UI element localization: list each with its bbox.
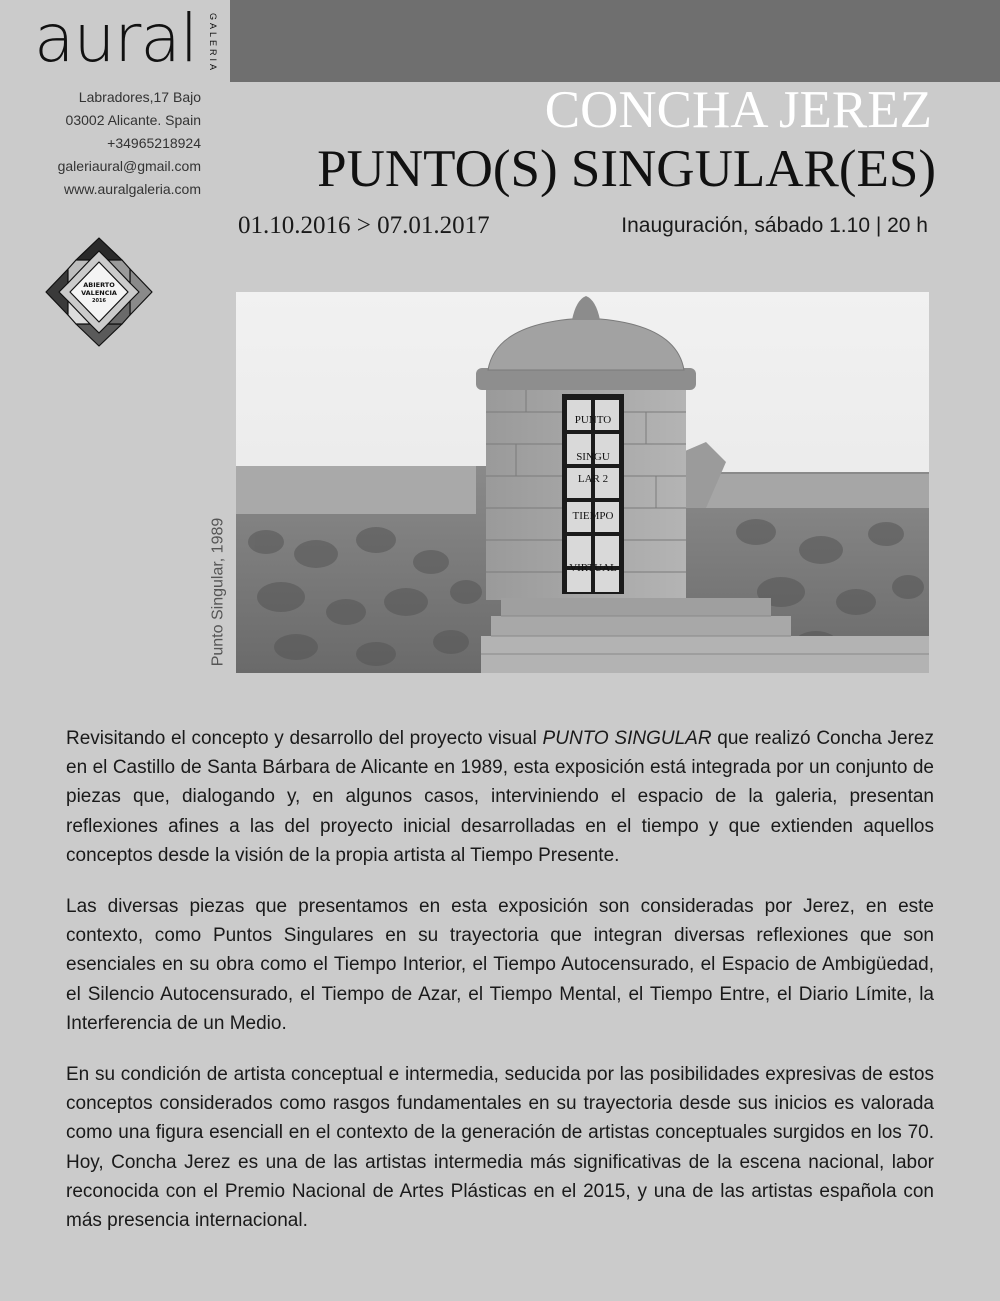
logo-side-label: GALERIA	[208, 12, 219, 74]
email-link[interactable]: galeriaural@gmail.com	[57, 158, 201, 174]
window-text-punto: PUNTO	[574, 414, 612, 426]
badge-line-3: 2016	[92, 298, 106, 304]
project-name: PUNTO SINGULAR	[542, 728, 712, 749]
exhibition-dates: 01.10.2016 > 07.01.2017	[238, 212, 490, 239]
window-text-tiempo: TIEMPO	[572, 510, 614, 522]
photo-caption: Punto Singular, 1989	[209, 517, 226, 667]
body-text	[66, 724, 934, 1257]
abierto-valencia-badge	[44, 236, 154, 348]
window-text-singu: SINGU	[576, 451, 610, 463]
gallery-logo[interactable]	[0, 0, 230, 82]
badge-line-2: VALENCIA	[81, 289, 117, 297]
artist-name: CONCHA JEREZ	[544, 81, 932, 139]
phone: +34965218924	[107, 135, 201, 151]
website-link[interactable]: www.auralgaleria.com	[64, 181, 201, 197]
paragraph-3: En su condición de artista conceptual e intermedia, seducida por las posibilidades expresivas de estos conceptos considerados como rasgos fundamentales en su trayectoria desde sus inicios es valorada como una figura esenciall en el contexto de la generación de artistas conceptuales surgidos en los 70. Hoy, Concha Jerez es una de las artistas intermedia más significativas de la escena nacional, labor reconocida con el Premio Nacional de Artes Plásticas en el 2015, y una de las artistas española con más presencia internacional.	[66, 1064, 934, 1232]
paragraph-2: Las diversas piezas que presentamos en esta exposición son consideradas por Jerez, en este contexto, como Puntos Singulares en su trayectoria que integran diversas reflexiones que son esenciales en su obra como el Tiempo Interior, el Tiempo Autocensurado, el Espacio de Ambigüedad, el Silencio Autocensurado, el Tiempo de Azar, el Tiempo Mental, el Tiempo Entre, el Diario Límite, la Interferencia de un Medio.	[66, 896, 934, 1034]
logo-wordmark: aural	[34, 0, 198, 77]
window-text-virtual: VIRTUAL	[569, 562, 617, 574]
paragraph-1: Revisitando el concepto y desarrollo del proyecto visual PUNTO SINGULAR que realizó Concha Jerez en el Castillo de Santa Bárbara de Alicante en 1989, esta exposición está integrada por un conjunto de piezas que, dialogando y, en algunos casos, interviniendo el espacio de la galeria, presentan reflexiones afines a las del proyecto inicial desarrolladas en el tiempo y que extienden aquellos conceptos desde la visión de la propia artista al Tiempo Presente.	[66, 728, 934, 866]
badge-line-1: ABIERTO	[83, 281, 115, 289]
window-text-lar2: LAR 2	[577, 473, 609, 485]
exhibition-title: PUNTO(S) SINGULAR(ES)	[317, 140, 936, 198]
opening-info: Inauguración, sábado 1.10 | 20 h	[621, 214, 928, 237]
postal-line: 03002 Alicante. Spain	[65, 112, 201, 128]
address-line: Labradores,17 Bajo	[78, 89, 201, 105]
artwork-photo	[236, 292, 929, 673]
gallery-contact	[58, 86, 201, 201]
